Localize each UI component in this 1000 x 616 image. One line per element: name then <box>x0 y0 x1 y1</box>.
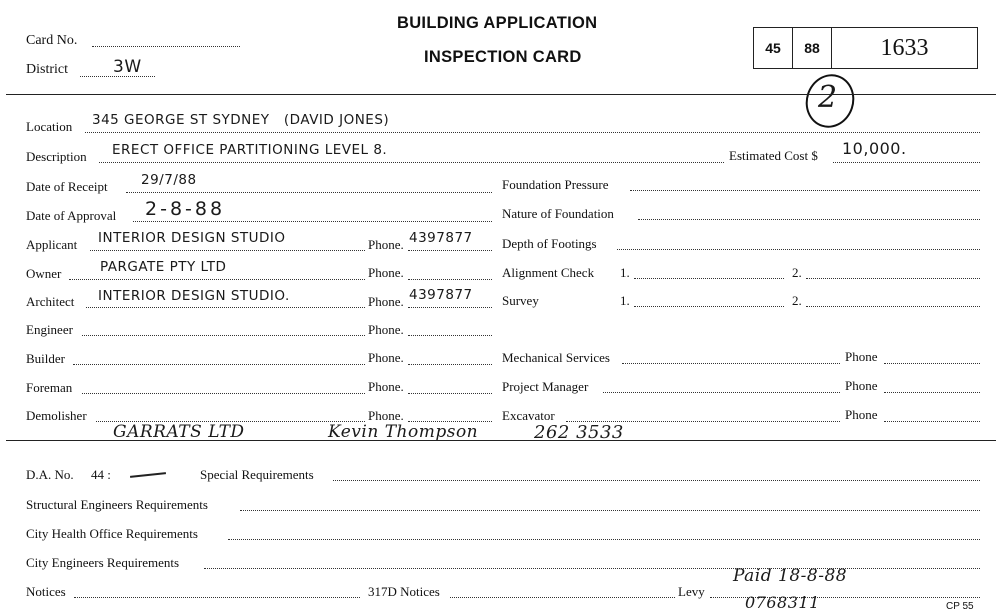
nature-foundation-line <box>638 219 980 220</box>
district-label: District <box>26 62 68 77</box>
alignment-2-label: 2. <box>792 265 802 280</box>
foreman-line <box>82 393 365 394</box>
mechanical-phone-line <box>884 363 980 364</box>
circled-mark-value: 2 <box>818 80 838 115</box>
foreman-label: Foreman <box>26 380 73 395</box>
date-receipt-value: 29/7/88 <box>141 172 197 188</box>
demolisher-label: Demolisher <box>26 408 87 423</box>
mechanical-line <box>622 363 840 364</box>
card-no-line <box>92 46 240 47</box>
extra-name-1: GARRATS LTD <box>113 422 245 442</box>
estimated-cost-value: 10,000. <box>842 139 907 158</box>
engineer-label: Engineer <box>26 322 73 337</box>
structural-label: Structural Engineers Requirements <box>26 497 208 512</box>
foundation-pressure-label: Foundation Pressure <box>502 177 609 192</box>
excavator-phone-label: Phone <box>845 407 878 422</box>
health-label: City Health Office Requirements <box>26 526 198 541</box>
excavator-phone-line <box>884 421 980 422</box>
estimated-cost-label: Estimated Cost $ <box>729 148 818 163</box>
alignment-2-line <box>806 278 980 279</box>
applicant-label: Applicant <box>26 237 78 252</box>
owner-label: Owner <box>26 266 62 281</box>
architect-phone-label: Phone. <box>368 294 404 309</box>
location-value: 345 GEORGE ST SYDNEY (DAVID JONES) <box>92 112 390 128</box>
estimated-cost-line <box>833 162 980 163</box>
engineer-phone-label: Phone. <box>368 322 404 337</box>
depth-footings-label: Depth of Footings <box>502 236 597 251</box>
project-manager-line <box>603 392 840 393</box>
alignment-check-label: Alignment Check <box>502 265 595 280</box>
owner-phone-label: Phone. <box>368 265 404 280</box>
depth-footings-line <box>617 249 980 250</box>
city-eng-label: City Engineers Requirements <box>26 555 180 570</box>
engineer-line <box>82 335 365 336</box>
architect-phone-line <box>408 307 492 308</box>
applicant-line <box>90 250 365 251</box>
survey-1-label: 1. <box>620 293 630 308</box>
applicant-phone-label: Phone. <box>368 237 404 252</box>
district-value: 3W <box>113 57 142 77</box>
notices-label: Notices <box>26 584 66 599</box>
survey-label: Survey <box>502 293 539 308</box>
levy-value: Paid 18-8-88 <box>733 566 848 586</box>
builder-label: Builder <box>26 351 65 366</box>
da-no-label: D.A. No. <box>26 467 74 482</box>
form-title: BUILDING APPLICATION <box>397 14 598 32</box>
builder-phone-label: Phone. <box>368 350 404 365</box>
special-req-label: Special Requirements <box>200 467 314 482</box>
date-receipt-line <box>126 192 492 193</box>
foreman-phone-label: Phone. <box>368 379 404 394</box>
date-approval-value: 2-8-88 <box>145 198 226 220</box>
survey-2-line <box>806 306 980 307</box>
project-manager-label: Project Manager <box>502 379 589 394</box>
description-value: ERECT OFFICE PARTITIONING LEVEL 8. <box>112 142 388 158</box>
owner-line <box>69 279 365 280</box>
location-line <box>85 132 980 133</box>
mid-divider <box>6 440 996 441</box>
mechanical-label: Mechanical Services <box>502 350 610 365</box>
date-approval-line <box>133 221 492 222</box>
header-divider <box>6 94 996 95</box>
project-manager-phone-line <box>884 392 980 393</box>
architect-phone-value: 4397877 <box>409 287 473 303</box>
notices-line <box>74 597 360 598</box>
extra-name-2: Kevin Thompson <box>328 422 479 442</box>
date-approval-label: Date of Approval <box>26 208 117 223</box>
ref-box-1: 45 <box>753 27 793 69</box>
owner-value: PARGATE PTY LTD <box>100 259 227 275</box>
applicant-phone-value: 4397877 <box>409 230 473 246</box>
alignment-1-line <box>634 278 784 279</box>
applicant-value: INTERIOR DESIGN STUDIO <box>98 230 286 246</box>
mechanical-phone-label: Phone <box>845 349 878 364</box>
extra-phone: 262 3533 <box>534 422 624 443</box>
levy-receipt: 0768311 <box>745 593 820 612</box>
demolisher-phone-label: Phone. <box>368 408 404 423</box>
description-label: Description <box>26 149 87 164</box>
architect-line <box>86 307 365 308</box>
date-receipt-label: Date of Receipt <box>26 179 108 194</box>
notices-317d-label: 317D Notices <box>368 584 440 599</box>
alignment-1-label: 1. <box>620 265 630 280</box>
form-subtitle: INSPECTION CARD <box>424 48 582 66</box>
description-line <box>99 162 724 163</box>
form-code: CP 55 <box>946 601 974 612</box>
survey-1-line <box>634 306 784 307</box>
da-no-value: 44 : <box>91 467 111 482</box>
builder-phone-line <box>408 364 492 365</box>
applicant-phone-line <box>408 250 492 251</box>
structural-line <box>240 510 980 511</box>
location-label: Location <box>26 119 73 134</box>
survey-2-label: 2. <box>792 293 802 308</box>
notices-317d-line <box>450 597 675 598</box>
architect-label: Architect <box>26 294 75 309</box>
engineer-phone-line <box>408 335 492 336</box>
project-manager-phone-label: Phone <box>845 378 878 393</box>
owner-phone-line <box>408 279 492 280</box>
excavator-label: Excavator <box>502 408 555 423</box>
levy-label: Levy <box>678 584 705 599</box>
architect-value: INTERIOR DESIGN STUDIO. <box>98 288 290 304</box>
foreman-phone-line <box>408 393 492 394</box>
card-no-label: Card No. <box>26 33 78 48</box>
foundation-pressure-line <box>630 190 980 191</box>
health-line <box>228 539 980 540</box>
ref-box-3: 1633 <box>831 27 978 69</box>
ref-box-2: 88 <box>792 27 832 69</box>
builder-line <box>73 364 365 365</box>
nature-foundation-label: Nature of Foundation <box>502 206 614 221</box>
special-req-line <box>333 480 980 481</box>
city-eng-line <box>204 568 980 569</box>
da-no-dash <box>130 472 166 478</box>
